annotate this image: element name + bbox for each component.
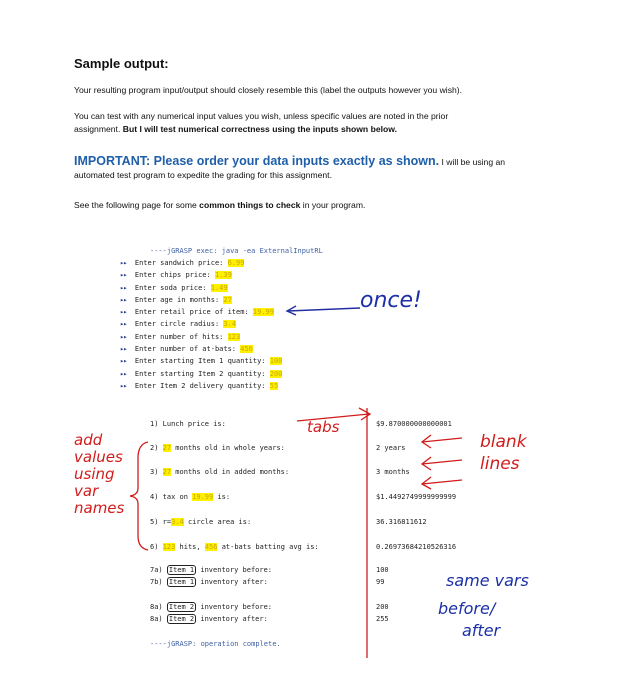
input-prompt: Enter Item 2 delivery quantity: (134, 381, 270, 390)
console-input-row (120, 333, 282, 345)
input-prompt: Enter number of at-bats: (134, 345, 241, 354)
important-line-2: automated test program to expedite the grading for this assignment. (74, 170, 332, 180)
add-values-annotation: add values using var names (74, 431, 125, 517)
console-input-row (120, 296, 282, 308)
console-input-row (120, 259, 282, 271)
output-5-label: 5) r=3.4 circle area is: (150, 518, 252, 526)
once-arrow-icon (282, 303, 362, 317)
see-following-page: See the following page for some common things to check in your program. (74, 200, 366, 210)
output-2-value: 2 years (376, 444, 406, 452)
console-input-row (120, 357, 282, 369)
console-header: ----jGRASP exec: java -ea ExternalInputRL (150, 247, 323, 255)
input-value: 27 (223, 295, 232, 304)
input-value: 3.4 (223, 320, 237, 329)
input-value: 456 (240, 345, 253, 354)
left-brace-icon (126, 440, 152, 552)
output-7b-label: 7b) Item 1 inventory after: (150, 578, 268, 586)
prompt-arrow-icon: ▸▸ (120, 345, 127, 354)
input-prompt: Enter circle radius: (134, 320, 224, 329)
output-6-label: 6) 123 hits, 456 at-bats batting avg is: (150, 543, 319, 551)
input-value: 200 (269, 369, 283, 378)
input-value: 100 (269, 357, 283, 366)
prompt-arrow-icon: ▸▸ (120, 283, 127, 292)
output-1-value: $9.870000000000001 (376, 420, 452, 428)
input-value: 55 (269, 381, 279, 390)
important-line-1: IMPORTANT: Please order your data inputs exactly as shown. I will be using an (74, 154, 506, 168)
prompt-arrow-icon: ▸▸ (120, 320, 127, 329)
input-value: 123 (227, 332, 241, 341)
input-value: 1.39 (214, 271, 232, 280)
paragraph-1: Your resulting program input/output should closely resemble this (label the outputs however you wish). (74, 85, 463, 95)
output-7a-value: 100 (376, 566, 389, 574)
console-footer: ----jGRASP: operation complete. (150, 640, 281, 648)
console-input-row (120, 308, 282, 320)
output-4-label: 4) tax on 19.99 is: (150, 493, 231, 501)
once-annotation: once! (360, 288, 422, 313)
output-7a-label: 7a) Item 1 inventory before: (150, 566, 273, 574)
same-vars-annotation: same vars before/ after (438, 571, 529, 640)
output-3-label: 3) 27 months old in added months: (150, 468, 290, 476)
prompt-arrow-icon: ▸▸ (120, 308, 127, 317)
input-value: 19.99 (252, 308, 274, 317)
console-input-row (120, 271, 282, 283)
output-4-value: $1.4492749999999999 (376, 493, 457, 501)
prompt-arrow-icon: ▸▸ (120, 259, 127, 267)
paragraph-2-line-1: You can test with any numerical input values you wish, unless specific values are noted in the prior (74, 111, 449, 121)
output-8b-value: 255 (376, 615, 389, 623)
console-input-list (120, 259, 282, 394)
important-note (74, 153, 574, 181)
prompt-arrow-icon: ▸▸ (120, 381, 127, 390)
prompt-arrow-icon: ▸▸ (120, 357, 127, 366)
console-input-row (120, 382, 282, 394)
input-prompt: Enter soda price: (134, 283, 211, 292)
prompt-arrow-icon: ▸▸ (120, 271, 127, 280)
blank-lines-arrows-icon (418, 430, 466, 490)
output-8a-label: 8a) Item 2 inventory before: (150, 603, 273, 611)
tabs-annotation: tabs (307, 418, 340, 436)
output-6-value: 0.26973684210526316 (376, 543, 457, 551)
console-input-row (120, 320, 282, 332)
input-prompt: Enter number of hits: (134, 332, 228, 341)
paragraph-2 (74, 110, 564, 136)
console-input-row (120, 284, 282, 296)
output-7b-value: 99 (376, 578, 385, 586)
input-prompt: Enter sandwich price: (134, 259, 228, 267)
prompt-arrow-icon: ▸▸ (120, 369, 127, 378)
blank-lines-annotation: blank lines (480, 432, 527, 474)
output-3-value: 3 months (376, 468, 410, 476)
input-prompt: Enter starting Item 1 quantity: (134, 357, 270, 366)
console-input-row (120, 370, 282, 382)
input-prompt: Enter age in months: (134, 295, 224, 304)
input-prompt: Enter retail price of item: (134, 308, 253, 317)
console-input-row (120, 345, 282, 357)
prompt-arrow-icon: ▸▸ (120, 332, 127, 341)
separator-line (364, 408, 370, 658)
output-2-label: 2) 27 months old in whole years: (150, 444, 285, 452)
output-1-label: 1) Lunch price is: (150, 420, 226, 428)
input-prompt: Enter chips price: (134, 271, 215, 280)
section-heading: Sample output: (74, 56, 169, 71)
input-value: 6.99 (227, 259, 245, 267)
input-value: 1.49 (210, 283, 228, 292)
output-8b-label: 8a) Item 2 inventory after: (150, 615, 268, 623)
input-prompt: Enter starting Item 2 quantity: (134, 369, 270, 378)
paragraph-2-line-2: assignment. But I will test numerical correctness using the inputs shown below. (74, 124, 397, 134)
output-5-value: 36.316811612 (376, 518, 427, 526)
prompt-arrow-icon: ▸▸ (120, 295, 127, 304)
output-8a-value: 200 (376, 603, 389, 611)
